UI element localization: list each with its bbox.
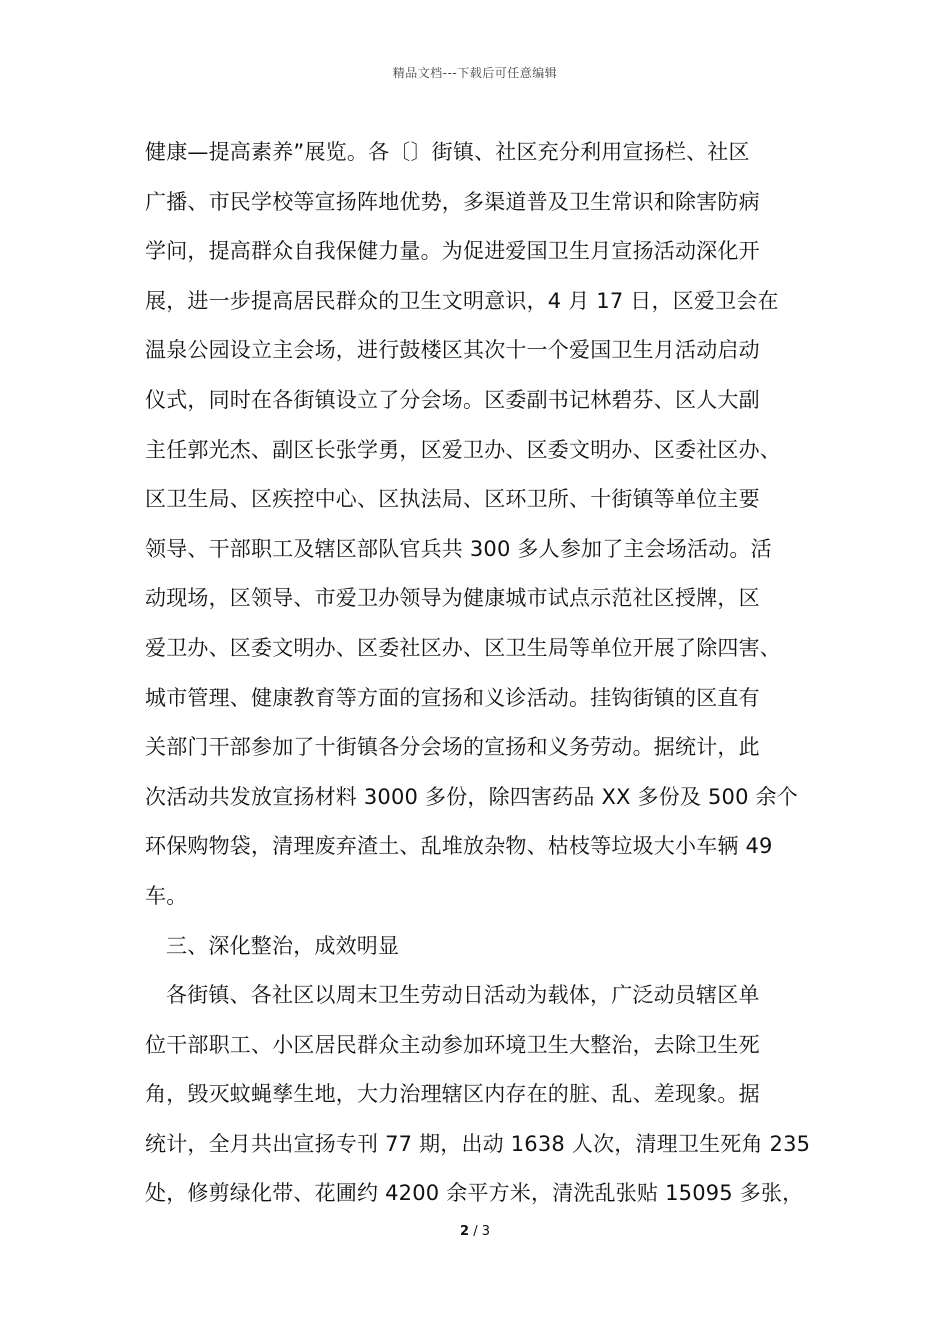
text-line: 动现场，区领导、市爱卫办领导为健康城市试点示范社区授牌，区: [145, 586, 760, 611]
section-heading: 三、深化整治，成效明显: [166, 933, 400, 958]
page-number: [0, 1224, 950, 1239]
text-line: 关部门干部参加了十街镇各分会场的宣扬和义务劳动。据统计，此: [145, 735, 760, 760]
current-page: 2: [460, 1224, 470, 1239]
text-line: 环保购物袋，清理废弃渣土、乱堆放杂物、枯枝等垃圾大小车辆 49: [145, 834, 773, 859]
text-line: 学问，提高群众自我保健力量。为促进爱国卫生月宣扬活动深化开: [145, 239, 760, 264]
text-line: 各街镇、各社区以周末卫生劳动日活动为载体，广泛动员辖区单: [166, 983, 760, 1008]
text-line: 角，毁灭蚊蝇孳生地，大力治理辖区内存在的脏、乱、差现象。据: [145, 1082, 760, 1107]
text-line: 统计，全月共出宣扬专刊 77 期，出动 1638 人次，清理卫生死角 235: [145, 1131, 811, 1156]
text-line: 健康—提高素养”展览。各〔〕街镇、社区充分利用宣扬栏、社区: [145, 140, 750, 164]
text-line: 区卫生局、区疾控中心、区执法局、区环卫所、十街镇等单位主要: [145, 487, 760, 512]
text-line: 主任郭光杰、副区长张学勇，区爱卫办、区委文明办、区委社区办、: [145, 437, 781, 462]
text-line: 次活动共发放宣扬材料 3000 多份，除四害药品 XX 多份及 500 余个: [145, 784, 798, 809]
document-body: [145, 128, 825, 1219]
text-line: 领导、干部职工及辖区部队官兵共 300 多人参加了主会场活动。活: [145, 536, 772, 561]
text-line: 展，进一步提高居民群众的卫生文明意识，4 月 17 日，区爱卫会在: [145, 288, 779, 313]
text-line: 城市管理、健康教育等方面的宣扬和义诊活动。挂钩街镇的区直有: [145, 685, 760, 710]
text-line: 位干部职工、小区居民群众主动参加环境卫生大整治，去除卫生死: [145, 1032, 760, 1057]
text-line: 广播、市民学校等宣扬阵地优势，多渠道普及卫生常识和除害防病: [145, 189, 760, 214]
text-line: 车。: [145, 883, 188, 908]
page-separator: /: [473, 1224, 478, 1239]
text-line: 仪式，同时在各街镇设立了分会场。区委副书记林碧芬、区人大副: [145, 387, 760, 412]
text-line: 温泉公园设立主会场，进行鼓楼区其次十一个爱国卫生月活动启动: [145, 338, 760, 363]
text-line: 处，修剪绿化带、花圃约 4200 余平方米，清洗乱张贴 15095 多张，: [145, 1181, 804, 1206]
page-header: 精品文档---下载后可任意编辑: [392, 66, 558, 80]
text-line: 爱卫办、区委文明办、区委社区办、区卫生局等单位开展了除四害、: [145, 635, 781, 660]
total-pages: 3: [481, 1224, 490, 1239]
